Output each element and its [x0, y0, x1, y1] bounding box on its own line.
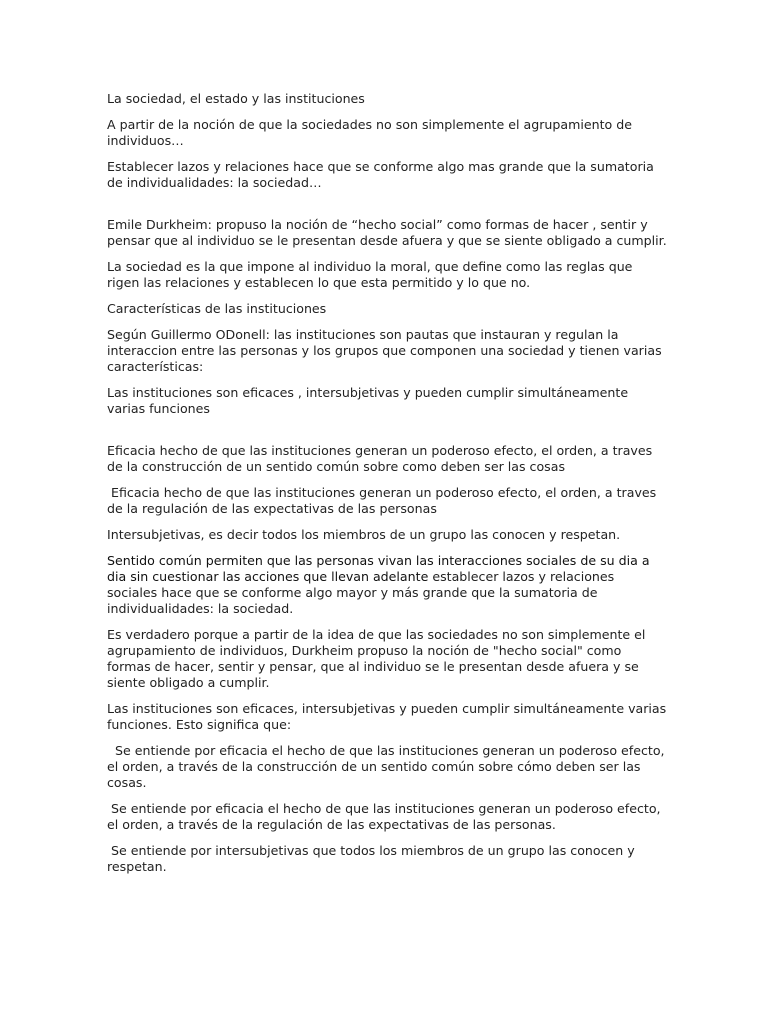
paragraph-1: A partir de la noción de que la sociedades no son simplemente el agrupamiento de individuos…: [107, 117, 636, 148]
paragraph-3: Emile Durkheim: propuso la noción de “hecho social” como formas de hacer , sentir y pensar que al individuo se le presentan desde afuera y que se siente obligado a cumplir.: [107, 217, 667, 248]
paragraph-13: Las instituciones son eficaces, intersubjetivas y pueden cumplir simultáneamente varias funciones. Esto significa que:: [107, 701, 671, 732]
paragraph-8: Eficacia hecho de que las instituciones generan un poderoso efecto, el orden, a traves de la construcción de un sentido común sobre como deben ser las cosas: [107, 443, 657, 474]
document-title: La sociedad, el estado y las instituciones: [107, 91, 365, 106]
paragraph-9: Eficacia hecho de que las instituciones generan un poderoso efecto, el orden, a traves de la regulación de las expectativas de las personas: [107, 485, 661, 516]
paragraph-16: Se entiende por intersubjetivas que todos los miembros de un grupo las conocen y respetan.: [107, 843, 639, 874]
section-heading: Características de las instituciones: [107, 301, 327, 316]
paragraph-10: Intersubjetivas, es decir todos los miembros de un grupo las conocen y respetan.: [107, 527, 621, 542]
paragraph-11: [107, 553, 667, 617]
spacer: [107, 427, 667, 443]
document-page: [107, 91, 671, 885]
paragraph-7: Las instituciones son eficaces , intersubjetivas y pueden cumplir simultáneamente varias funciones: [107, 385, 633, 416]
paragraph-6: Según Guillermo ODonell: las instituciones son pautas que instauran y regulan la interaccion entre las personas y los grupos que componen una sociedad y tienen varias características:: [107, 327, 666, 374]
paragraph-11-lead: Sentido común permiten que las personas vivan las interacciones sociales de su dia a dia sin cuestionar las acciones que llevan adelante: [107, 553, 654, 584]
paragraph-14: Se entiende por eficacia el hecho de que las instituciones generan un poderoso efecto, el orden, a través de la construcción de un sentido común sobre cómo deben ser las cosas.: [107, 743, 669, 790]
paragraph-12: Es verdadero porque a partir de la idea de que las sociedades no son simplemente el agrupamiento de individuos, Durkheim propuso la noción de "hecho social" como formas de hacer, sentir y pensar, que al individuo se le presentan desde afuera y se siente obligado a cumplir.: [107, 627, 650, 690]
paragraph-11-tail: establecer lazos y relaciones sociales hace que se conforme algo mayor y más grande que la sumatoria de individualidades: la sociedad.: [107, 569, 619, 616]
paragraph-15: Se entiende por eficacia el hecho de que las instituciones generan un poderoso efecto, el orden, a través de la regulación de las expectativas de las personas.: [107, 801, 665, 832]
paragraph-4: La sociedad es la que impone al individuo la moral, que define como las reglas que rigen las relaciones y establecen lo que esta permitido y lo que no.: [107, 259, 637, 290]
spacer: [107, 201, 667, 217]
paragraph-2: Establecer lazos y relaciones hace que se conforme algo mas grande que la sumatoria de individualidades: la sociedad…: [107, 159, 658, 190]
